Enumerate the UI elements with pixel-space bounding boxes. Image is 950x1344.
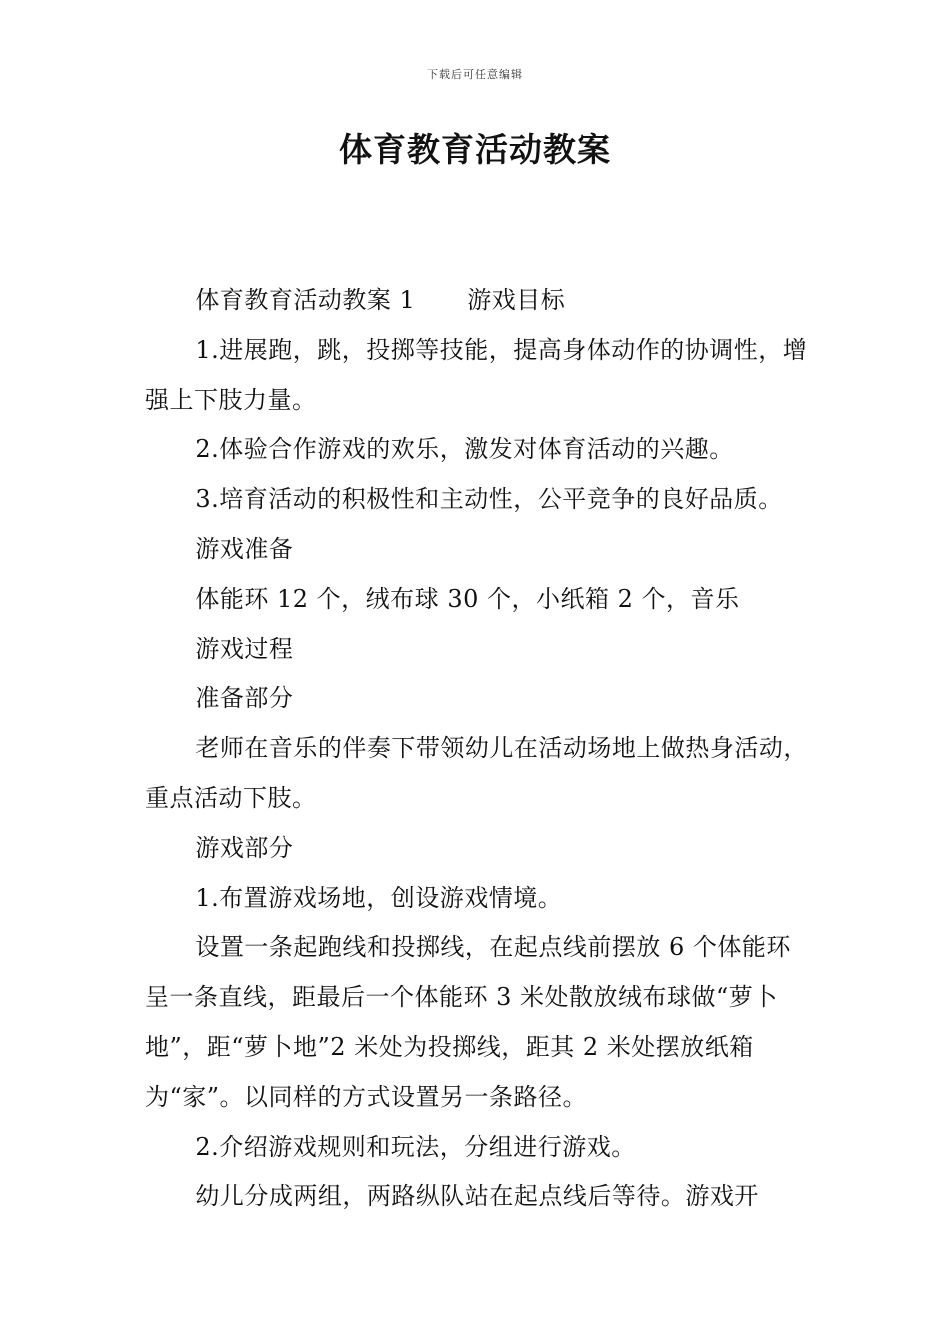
paragraph: 2.介绍游戏规则和玩法，分组进行游戏。 [195,1132,636,1161]
section-heading-line [145,276,810,326]
paragraph: 2.体验合作游戏的欢乐，激发对体育活动的兴趣。 [195,435,734,464]
document-body [145,276,810,1222]
section-heading: 准备部分 [195,684,294,713]
paragraph: 1.布置游戏场地，创设游戏情境。 [195,883,563,912]
paragraph: 老师在音乐的伴奏下带领幼儿在活动场地上做热身活动，重点活动下肢。 [145,734,808,812]
document-title: 体育教育活动教案 [339,130,611,169]
section-heading: 游戏准备 [195,534,294,563]
paragraph: 设置一条起跑线和投掷线，在起点线前摆放 6 个体能环呈一条直线，距最后一个体能环 3 米处散放绒布球做“萝卜地”，距“萝卜地”2 米处为投掷线，距其 2 米处摆放纸箱为“家”。以同样的方式设置另一条路径。 [145,933,791,1111]
section-heading: 游戏部分 [195,833,294,862]
game-goal-heading: 游戏目标 [467,286,566,314]
paragraph: 3.培育活动的积极性和主动性，公平竞争的良好品质。 [195,485,783,514]
section-heading: 游戏过程 [195,634,294,663]
paragraph: 1.进展跑，跳，投掷等技能，提高身体动作的协调性，增强上下肢力量。 [145,335,808,414]
paragraph: 体能环 12 个，绒布球 30 个，小纸箱 2 个，音乐 [195,584,740,613]
header-note: 下载后可任意编辑 [427,68,523,81]
paragraph: 幼儿分成两组，两路纵队站在起点线后等待。游戏开 [195,1182,759,1211]
lesson-plan-label: 体育教育活动教案 1 [195,286,416,314]
